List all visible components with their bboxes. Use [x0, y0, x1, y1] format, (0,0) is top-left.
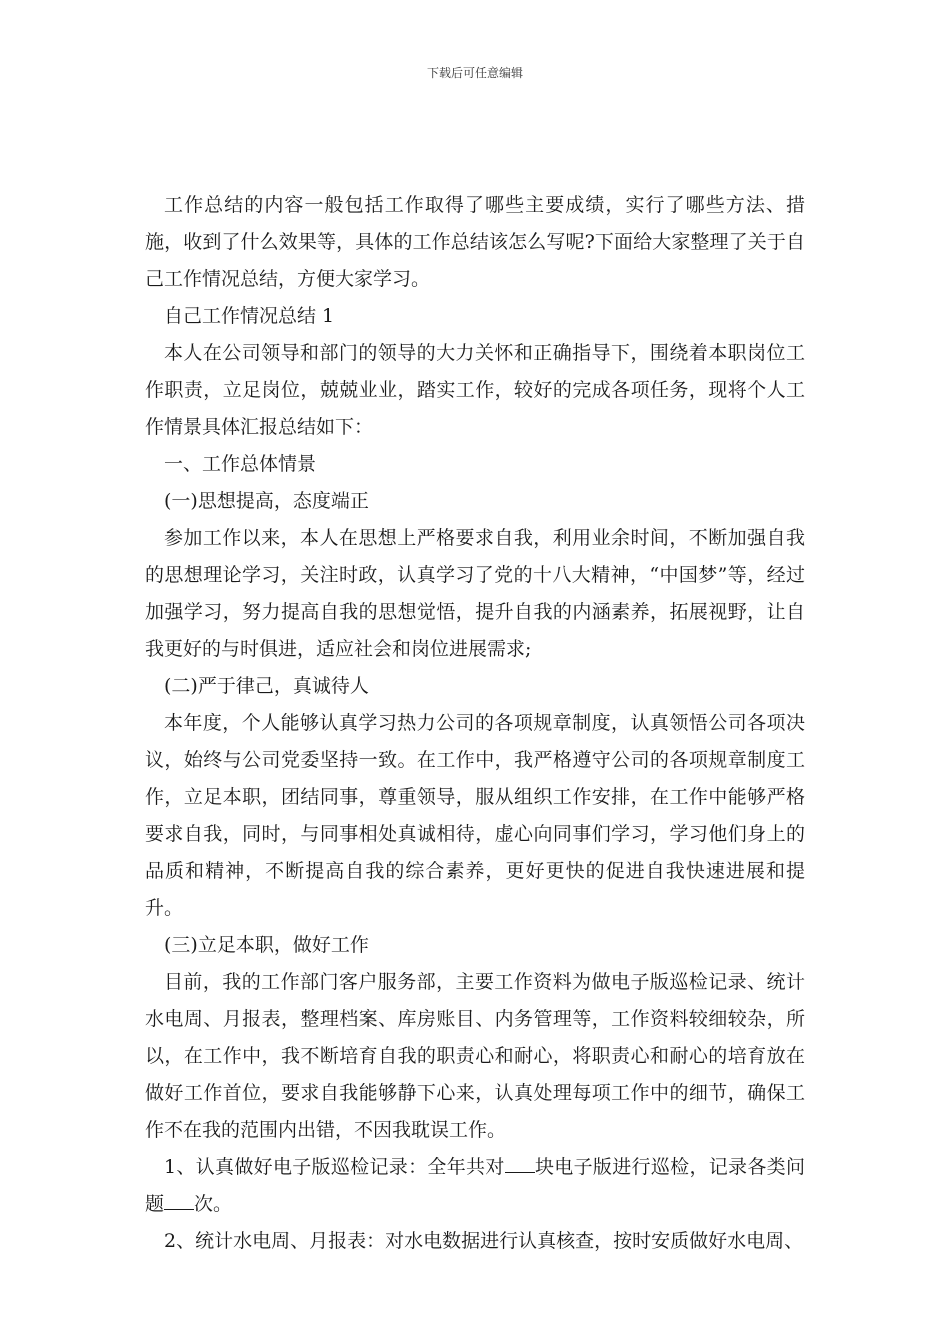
subheading-1: (一)思想提高，态度端正	[164, 490, 369, 512]
summary-title: 自己工作情况总结 1	[164, 305, 335, 327]
blank-field	[164, 1193, 194, 1210]
paragraph-2: 参加工作以来，本人在思想上严格要求自我，利用业余时间，不断加强自我的思想理论学习，关注时政，认真学习了党的十八大精神，“中国梦”等，经过加强学习，努力提高自我的思想觉悟，提升自我的内涵素养，拓展视野，让自我更好的与时俱进，适应社会和岗位进展需求;	[145, 527, 805, 660]
list-item-1-text-d: 次。	[194, 1193, 233, 1215]
subheading-3: (三)立足本职，做好工作	[164, 934, 369, 956]
subheading-2: (二)严于律己，真诚待人	[164, 675, 369, 697]
list-item-1-text-b: 块电子版进行巡检，记录各类问	[534, 1156, 805, 1178]
intro-paragraph: 工作总结的内容一般包括工作取得了哪些主要成绩，实行了哪些方法、措施，收到了什么效果等，具体的工作总结该怎么写呢?下面给大家整理了关于自己工作情况总结，方便大家学习。	[145, 194, 805, 290]
page-header: 下载后可任意编辑	[426, 66, 523, 80]
document-body	[145, 187, 805, 1260]
paragraph-3: 本年度，个人能够认真学习热力公司的各项规章制度，认真领悟公司各项决议，始终与公司党委坚持一致。在工作中，我严格遵守公司的各项规章制度工作，立足本职，团结同事，尊重领导，服从组织工作安排，在工作中能够严格要求自我，同时，与同事相处真诚相待，虚心向同事们学习，学习他们身上的品质和精神，不断提高自我的综合素养，更好更快的促进自我快速进展和提升。	[145, 712, 805, 919]
section-heading-1: 一、工作总体情景	[164, 453, 317, 475]
list-item-1-text-a: 1、认真做好电子版巡检记录：全年共对	[164, 1156, 505, 1178]
list-item-2: 2、统计水电周、月报表：对水电数据进行认真核查，按时安质做好水电周、	[164, 1230, 804, 1252]
paragraph-4: 目前，我的工作部门客户服务部，主要工作资料为做电子版巡检记录、统计水电周、月报表，整理档案、库房账目、内务管理等，工作资料较细较杂，所以，在工作中，我不断培育自我的职责心和耐心，将职责心和耐心的培育放在做好工作首位，要求自我能够静下心来，认真处理每项工作中的细节，确保工作不在我的范围内出错，不因我耽误工作。	[145, 971, 805, 1141]
list-item-1-text-c: 题	[145, 1193, 165, 1215]
blank-field	[505, 1156, 535, 1173]
paragraph-1: 本人在公司领导和部门的领导的大力关怀和正确指导下，围绕着本职岗位工作职责，立足岗位，兢兢业业，踏实工作，较好的完成各项任务，现将个人工作情景具体汇报总结如下：	[145, 342, 805, 438]
list-item-1	[145, 1149, 805, 1223]
